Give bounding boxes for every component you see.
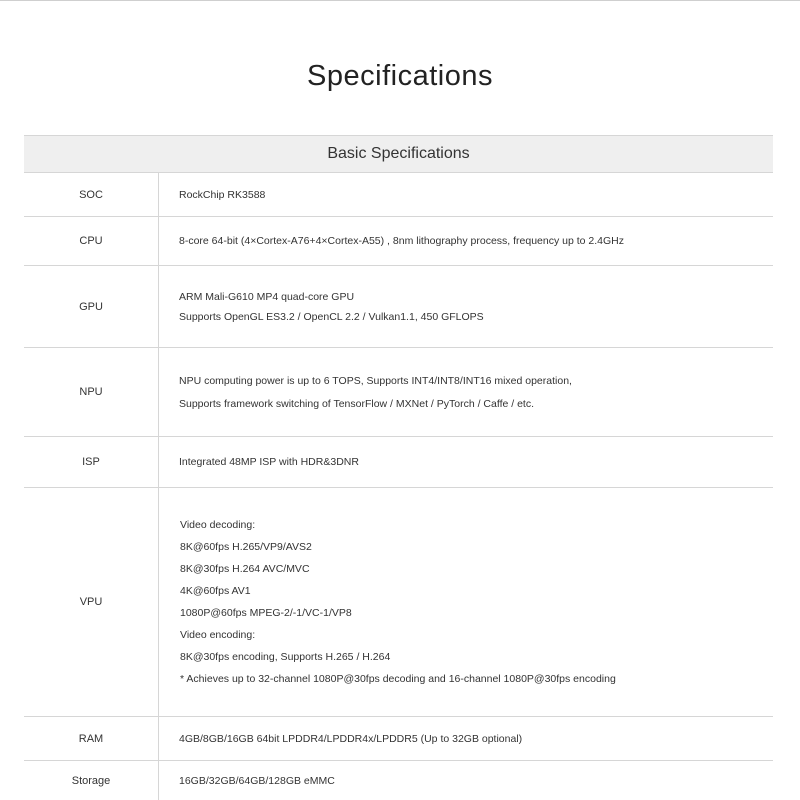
spec-label-ram: RAM bbox=[24, 717, 159, 760]
spec-label-storage: Storage bbox=[24, 761, 159, 800]
spec-row-gpu bbox=[24, 266, 773, 348]
spec-value-line: * Achieves up to 32-channel 1080P@30fps decoding and 16-channel 1080P@30fps encoding bbox=[180, 673, 616, 685]
spec-row-npu bbox=[24, 348, 773, 437]
spec-value-line: 16GB/32GB/64GB/128GB eMMC bbox=[179, 775, 335, 787]
spec-row-isp bbox=[24, 437, 773, 488]
spec-value-line: RockChip RK3588 bbox=[179, 188, 266, 201]
spec-value-line: Integrated 48MP ISP with HDR&3DNR bbox=[179, 456, 359, 468]
spec-value-line: 8K@30fps H.264 AVC/MVC bbox=[180, 563, 310, 575]
spec-value-line: 8K@30fps encoding, Supports H.265 / H.264 bbox=[180, 651, 391, 663]
spec-value-line: Video encoding: bbox=[180, 629, 256, 641]
spec-value-npu bbox=[159, 348, 773, 436]
spec-value-line: NPU computing power is up to 6 TOPS, Supports INT4/INT8/INT16 mixed operation, bbox=[179, 374, 572, 387]
spec-row-ram bbox=[24, 717, 773, 761]
spec-value-line: 8K@60fps H.265/VP9/AVS2 bbox=[180, 541, 312, 553]
spec-label-gpu: GPU bbox=[24, 266, 159, 347]
spec-value-soc bbox=[159, 173, 773, 216]
spec-value-isp bbox=[159, 437, 773, 487]
spec-table bbox=[24, 135, 773, 800]
spec-value-line: 4K@60fps AV1 bbox=[180, 585, 251, 597]
section-header: Basic Specifications bbox=[24, 136, 773, 173]
spec-value-line: ARM Mali-G610 MP4 quad-core GPU bbox=[179, 290, 355, 303]
spec-row-soc bbox=[24, 173, 773, 217]
spec-value-line: Supports OpenGL ES3.2 / OpenCL 2.2 / Vulkan1.1, 450 GFLOPS bbox=[179, 310, 484, 323]
spec-row-storage bbox=[24, 761, 773, 800]
spec-value-line: Video decoding: bbox=[180, 519, 256, 531]
spec-row-vpu bbox=[24, 488, 773, 717]
spec-label-npu: NPU bbox=[24, 348, 159, 436]
spec-value-ram bbox=[159, 717, 773, 760]
spec-value-line: 1080P@60fps MPEG-2/-1/VC-1/VP8 bbox=[180, 607, 352, 619]
spec-value-vpu bbox=[159, 488, 773, 716]
spec-label-vpu: VPU bbox=[24, 488, 159, 716]
spec-label-cpu: CPU bbox=[24, 217, 159, 265]
spec-value-line: 8-core 64-bit (4×Cortex-A76+4×Cortex-A55) , 8nm lithography process, frequency up to 2.4GHz bbox=[179, 235, 625, 247]
top-divider bbox=[0, 0, 800, 1]
spec-label-soc: SOC bbox=[24, 173, 159, 216]
spec-value-line: Supports framework switching of TensorFlow / MXNet / PyTorch / Caffe / etc. bbox=[179, 397, 534, 410]
page-title: Specifications bbox=[307, 60, 493, 92]
spec-value-storage bbox=[159, 761, 773, 800]
spec-value-cpu bbox=[159, 217, 773, 265]
spec-label-isp: ISP bbox=[24, 437, 159, 487]
spec-value-gpu bbox=[159, 266, 773, 347]
spec-value-line: 4GB/8GB/16GB 64bit LPDDR4/LPDDR4x/LPDDR5 (Up to 32GB optional) bbox=[179, 732, 523, 745]
spec-row-cpu bbox=[24, 217, 773, 266]
